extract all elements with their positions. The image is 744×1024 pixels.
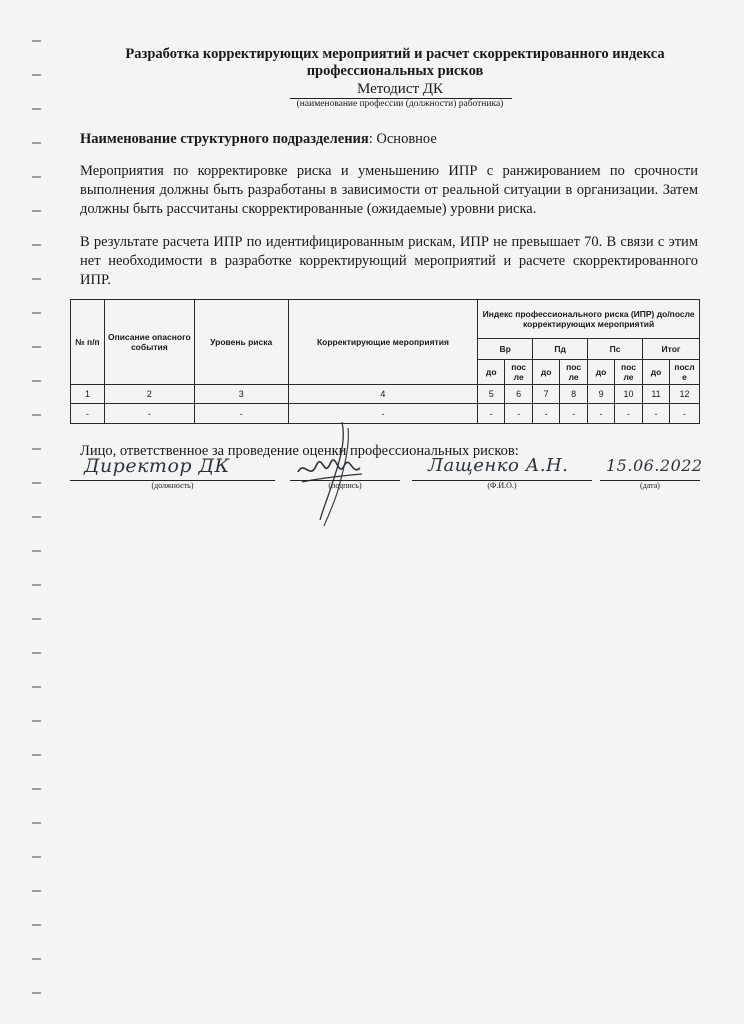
caption-date: (дата) [640,481,660,490]
table-cell: - [104,404,194,424]
header-index: Индекс профессионального риска (ИПР) до/после корректирующих мероприятий [478,300,700,339]
table-cell: - [669,404,699,424]
signature-scribble-icon [290,420,370,530]
header-group-pd: Пд [533,339,588,360]
header-event: Описание опасного события [104,300,194,385]
edge-mark [32,890,41,892]
responsible-label: Лицо, ответственное за проведение оценки профессиональных рисков: [80,443,519,459]
edge-mark [32,346,41,348]
edge-mark [32,822,41,824]
table-cell: 4 [288,385,478,404]
header-sub: до [533,360,560,385]
caption-signature: (подпись) [328,481,362,490]
edge-mark [32,108,41,110]
table-cell: - [533,404,560,424]
edge-mark [32,210,41,212]
table-cell: - [643,404,670,424]
table-cell: - [615,404,643,424]
department-line [80,130,437,148]
table-cell: - [288,404,478,424]
table-row-empty [71,404,700,424]
header-group-itog: Итог [643,339,700,360]
edge-mark [32,788,41,790]
table-cell: - [588,404,615,424]
edge-mark [32,720,41,722]
name-handwritten: Лащенко А.Н. [428,455,569,476]
table-cell: 2 [104,385,194,404]
position-handwritten: Директор ДК [84,455,230,477]
edge-mark [32,550,41,552]
table-cell: 3 [194,385,288,404]
edge-mark [32,856,41,858]
edge-mark [32,414,41,416]
department-value: : Основное [368,131,437,147]
edge-mark [32,686,41,688]
table-cell: 6 [505,385,533,404]
header-num: № п/п [71,300,105,385]
header-sub: пос ле [560,360,588,385]
table-cell: 7 [533,385,560,404]
table-cell: - [194,404,288,424]
header-group-ps: Пс [588,339,643,360]
edge-mark [32,992,41,994]
edge-mark [32,482,41,484]
table-cell: 10 [615,385,643,404]
header-sub: посл е [669,360,699,385]
table-cell: - [505,404,533,424]
risk-correction-table [70,299,700,424]
edge-mark [32,176,41,178]
table-cell: 8 [560,385,588,404]
edge-mark [32,754,41,756]
document-title [80,46,710,80]
edge-mark [32,380,41,382]
table-cell: 9 [588,385,615,404]
header-sub: до [588,360,615,385]
caption-name: (Ф.И.О.) [487,481,517,490]
caption-position: (должность) [151,481,194,490]
edge-mark [32,618,41,620]
edge-mark [32,40,41,42]
table-cell: 11 [643,385,670,404]
paragraph-measures: Мероприятия по корректировке риска и уменьшению ИПР с ранжированием по срочности выполнения должны быть разработаны в зависимости от реальной ситуации в организации. Затем должны быть рассчитаны скорректированные (ожидаемые) уровни риска. [80,163,698,217]
title-line-1: Разработка корректирующих мероприятий и расчет скорректированного индекса [125,46,665,62]
table-row-numbers [71,385,700,404]
edge-mark [32,958,41,960]
edge-mark [32,244,41,246]
table-cell: - [560,404,588,424]
paragraph-result: В результате расчета ИПР по идентифицированным рискам, ИПР не превышает 70. В связи с этим нет необходимости в разработке корректирующий мероприятий и расчете скорректированного ИПР. [80,234,698,288]
department-label: Наименование структурного подразделения [80,131,369,147]
table-cell: 5 [478,385,505,404]
edge-mark [32,142,41,144]
table-cell: 1 [71,385,105,404]
edge-mark [32,652,41,654]
header-sub: до [643,360,670,385]
profession-value: Методист ДК [356,81,444,97]
edge-mark [32,924,41,926]
table-cell: - [478,404,505,424]
header-sub: пос ле [505,360,533,385]
header-level: Уровень риска [194,300,288,385]
edge-mark [32,74,41,76]
edge-mark [32,312,41,314]
edge-mark [32,584,41,586]
edge-mark [32,516,41,518]
header-group-vr: Вр [478,339,533,360]
title-line-2: профессиональных рисков [306,63,484,79]
date-handwritten: 15.06.2022 [606,456,703,475]
edge-mark [32,278,41,280]
header-sub: до [478,360,505,385]
edge-mark [32,448,41,450]
header-measures: Корректирующие мероприятия [288,300,478,385]
header-sub: пос ле [615,360,643,385]
profession-caption: (наименование профессии (должности) работника) [296,99,504,109]
table-cell: 12 [669,385,699,404]
table-cell: - [71,404,105,424]
